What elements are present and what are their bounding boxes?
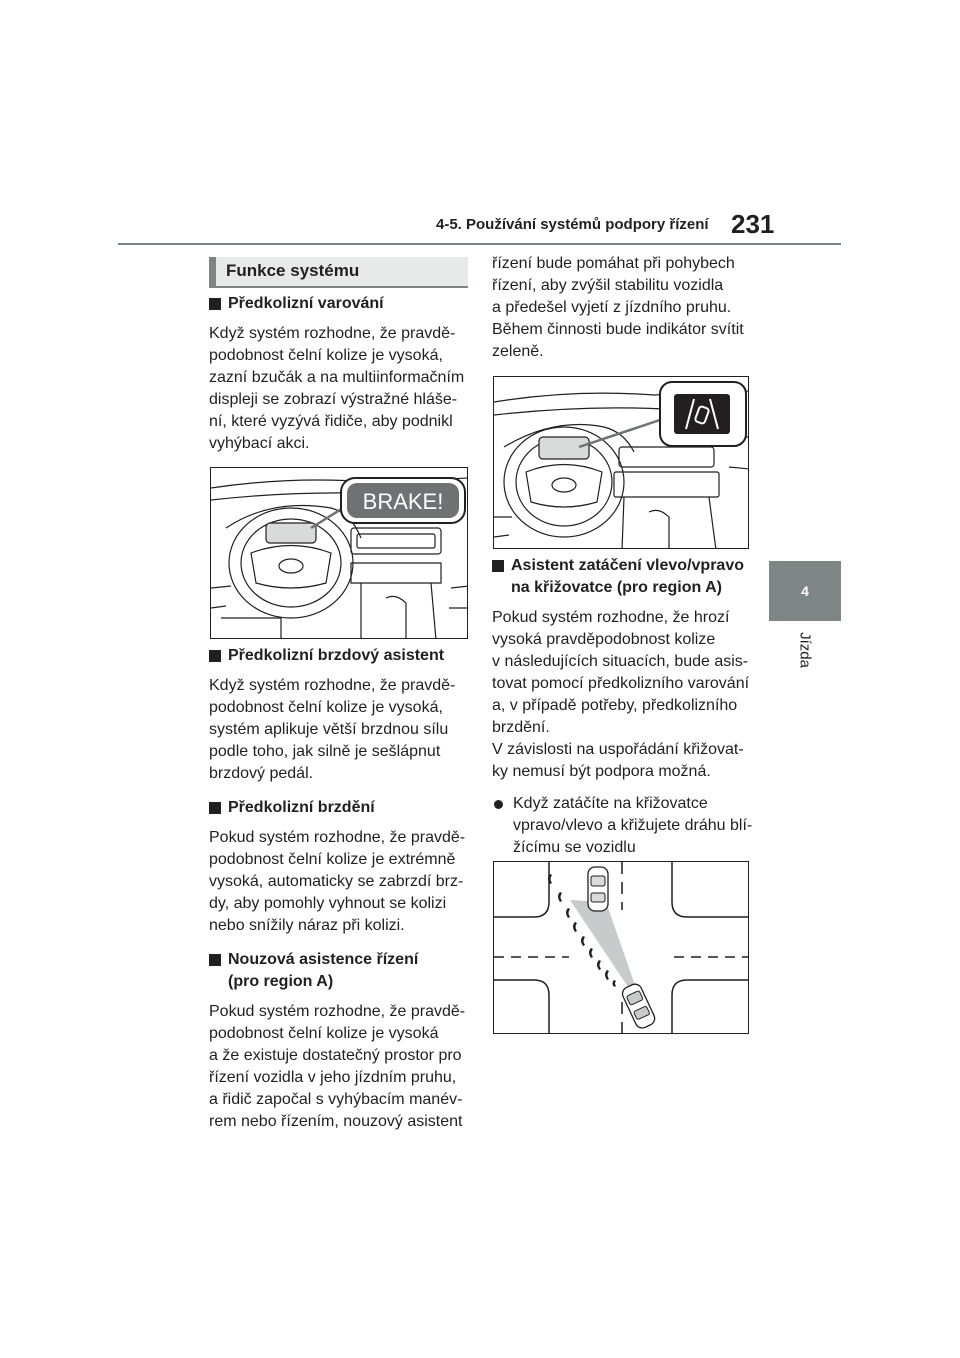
heading-precollision-warning: Předkolizní varování [209,293,471,315]
paragraph-precollision-braking: Pokud systém rozhodne, že pravdě- podobnost čelní kolize je extrémně vysoká, automaticky se zabrzdí brz- dy, aby pomohly vyhnout se kolizi nebo snížily náraz při kolizi. [209,829,466,934]
section-heading-bar [209,257,216,286]
steering-assist-indicator-icon [674,394,730,434]
square-bullet-icon [209,802,221,814]
left-block-1 [209,293,471,455]
chapter-number: 4 [801,583,809,599]
round-bullet-icon [494,800,503,809]
figure-brake-warning [210,467,468,639]
page-number: 231 [731,209,775,239]
paragraph-steering-continued: řízení bude pomáhat při pohybech řízení, aby zvýšil stabilitu vozidla a předešel vyjetí z jízdního pruhu. Během činnosti bude indikátor svítit zeleně. [492,255,744,360]
figure-steering-indicator [493,376,749,549]
heading-precollision-braking: Předkolizní brzdění [209,797,471,819]
paragraph-precollision-warning: Když systém rozhodne, že pravdě- podobnost čelní kolize je vysoká, zazní bzučák a na multiinformačním displeji se zobrazí výstražné hláše- ní, které vyzývá řidiče, aby podnikl vyhýbací akci. [209,325,465,452]
square-bullet-icon [209,650,221,662]
right-block-2 [492,555,760,859]
oncoming-car-icon [588,867,608,911]
bullet-turning-intersection: Když zatáčíte na křižovatce vpravo/vlevo a křižujete dráhu blí- žícímu se vozidlu [492,793,760,859]
brake-warning-label: BRAKE! [362,489,444,514]
square-bullet-icon [492,560,504,572]
section-heading: Funkce systému [226,261,360,280]
paragraph-brake-assist: Když systém rozhodne, že pravdě- podobnost čelní kolize je vysoká, systém aplikuje větší brzdnou sílu podle toho, jak silně je sešlápnut brzdový pedál. [209,677,456,782]
paragraph-intersection-assist: Pokud systém rozhodne, že hrozí vysoká pravděpodobnost kolize v následujících situacích, bude asis- tovat pomocí předkolizního varování a, v případě potřeby, předkolizního brzdění. V závislosti na uspořádání křižovat- ky nemusí být podpora možná. [492,609,750,780]
heading-emergency-steering: Nouzová asistence řízení (pro region A) [209,949,471,993]
figure-intersection [493,861,749,1034]
intersection-illustration [494,862,749,1034]
section-heading-box [209,257,468,288]
left-block-2 [209,645,471,1133]
own-car-icon [620,982,657,1030]
header-section-title: 4-5. Používání systémů podpory řízení [436,216,709,233]
paragraph-emergency-steering: Pokud systém rozhodne, že pravdě- podobnost čelní kolize je vysoká a že existuje dostatečný prostor pro řízení vozidla v jeho jízdním pruhu, a řidič započal s vyhýbacím manév- rem nebo řízením, nouzový asistent [209,1003,466,1130]
chapter-title-vertical [796,630,814,670]
dashboard-brake-illustration [211,468,468,639]
chapter-tab [769,561,841,621]
heading-brake-assist: Předkolizní brzdový asistent [209,645,471,667]
heading-intersection-assist: Asistent zatáčení vlevo/vpravo na křižovatce (pro region A) [492,555,760,599]
square-bullet-icon [209,298,221,310]
dashboard-indicator-illustration [494,377,749,549]
square-bullet-icon [209,954,221,966]
chapter-title: Jízda [796,632,814,668]
header-divider [118,243,841,245]
right-block-1 [492,253,760,363]
